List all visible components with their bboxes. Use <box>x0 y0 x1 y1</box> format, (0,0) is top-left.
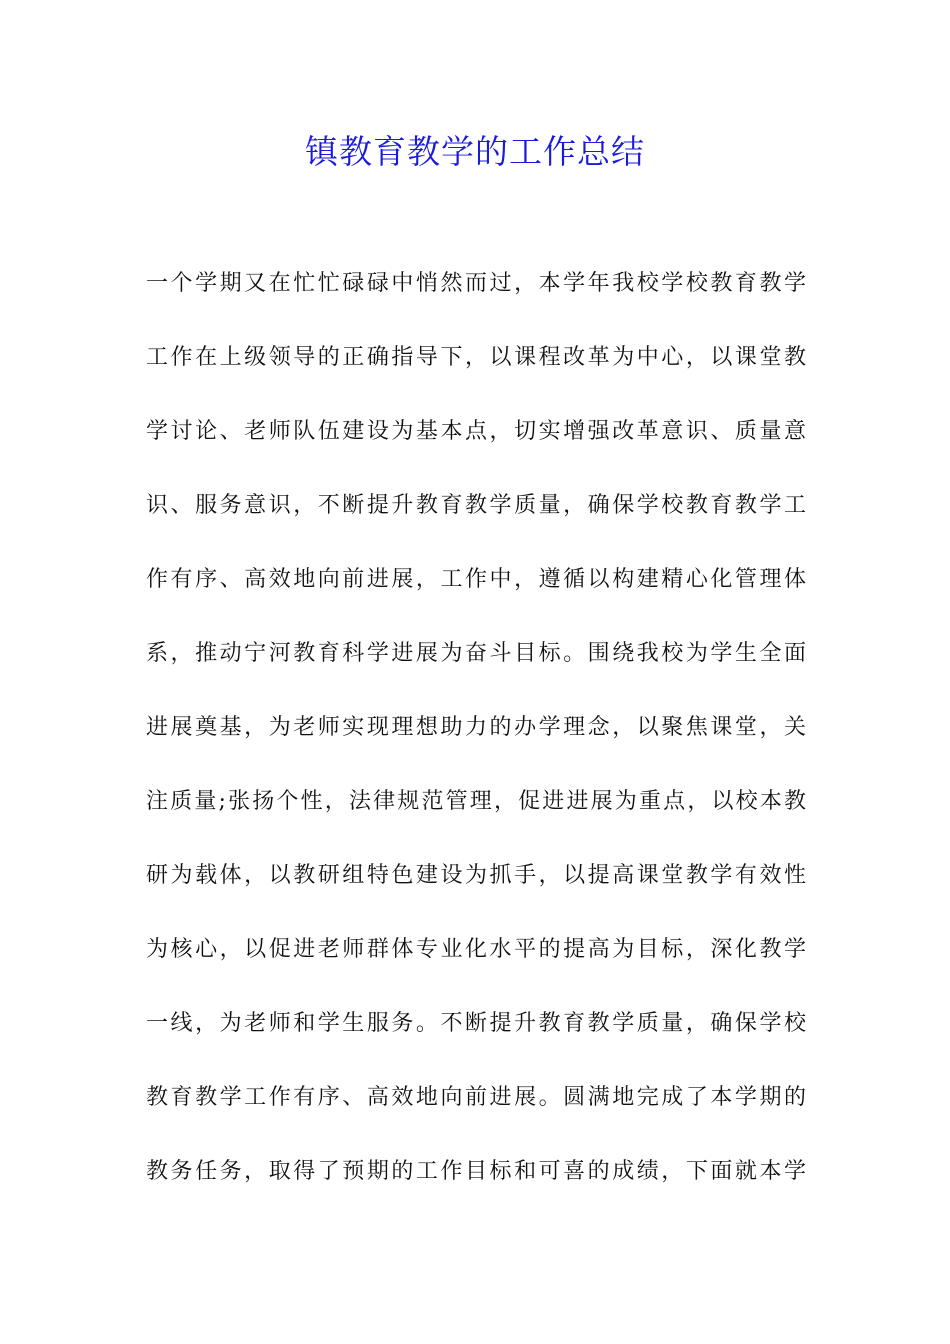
paragraph-line: 注质量;张扬个性，法律规范管理，促进进展为重点，以校本教 <box>146 789 806 814</box>
paragraph-line: 识、服务意识，不断提升教育教学质量，确保学校教育教学工 <box>146 493 806 518</box>
paragraph-line: 学讨论、老师队伍建设为基本点，切实增强改革意识、质量意 <box>146 419 806 444</box>
paragraph-line: 研为载体，以教研组特色建设为抓手，以提高课堂教学有效性 <box>146 863 806 888</box>
paragraph-line: 一线，为老师和学生服务。不断提升教育教学质量，确保学校 <box>146 1011 806 1036</box>
paragraph-line: 作有序、高效地向前进展，工作中，遵循以构建精心化管理体 <box>146 567 806 592</box>
paragraph-line: 教务任务，取得了预期的工作目标和可喜的成绩，下面就本学 <box>146 1159 806 1184</box>
paragraph-line: 工作在上级领导的正确指导下，以课程改革为中心，以课堂教 <box>146 345 806 370</box>
paragraph-line: 系，推动宁河教育科学进展为奋斗目标。围绕我校为学生全面 <box>146 641 806 666</box>
document-body <box>146 261 806 1223</box>
paragraph-line: 进展奠基，为老师实现理想助力的办学理念，以聚焦课堂，关 <box>146 715 806 740</box>
document-title: 镇教育教学的工作总结 <box>305 132 645 171</box>
paragraph-line: 教育教学工作有序、高效地向前进展。圆满地完成了本学期的 <box>146 1085 806 1110</box>
paragraph-line: 为核心，以促进老师群体专业化水平的提高为目标，深化教学 <box>146 937 806 962</box>
paragraph-line: 一个学期又在忙忙碌碌中悄然而过，本学年我校学校教育教学 <box>146 271 806 296</box>
